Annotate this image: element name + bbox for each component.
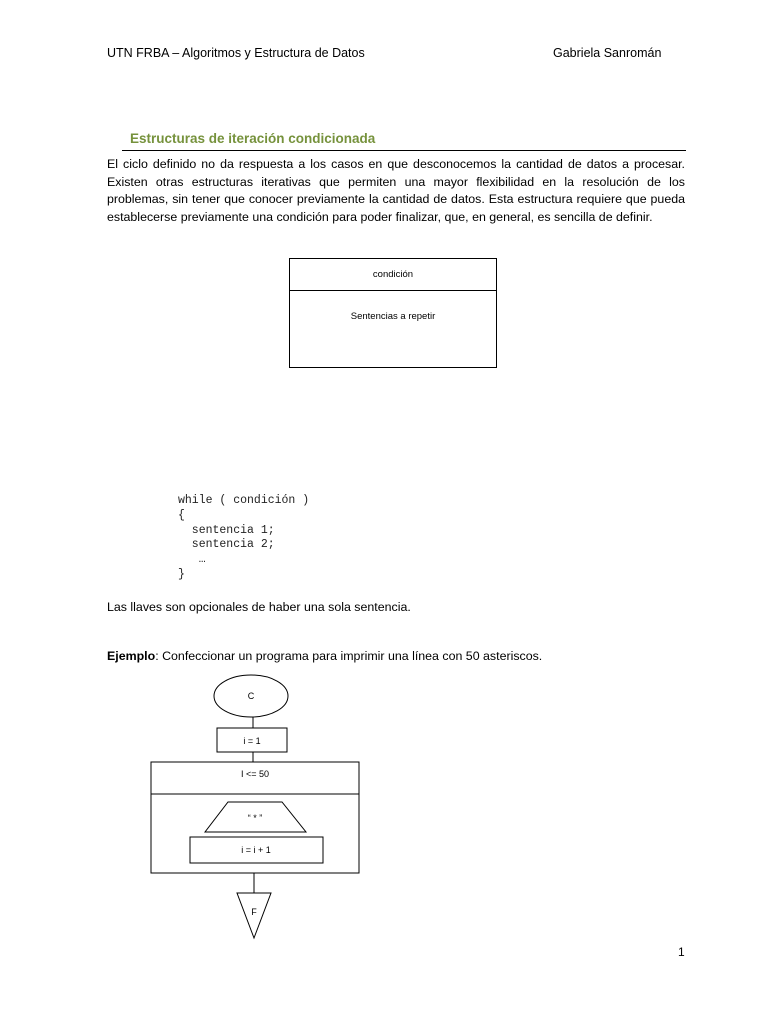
page-number: 1	[678, 945, 685, 959]
code-line: sentencia 2;	[178, 538, 275, 552]
code-line: }	[178, 567, 185, 581]
structure-condition: condición	[290, 259, 496, 291]
start-label: C	[247, 691, 255, 701]
header-left: UTN FRBA – Algoritmos y Estructura de Datos	[107, 46, 365, 60]
code-line: sentencia 1;	[178, 523, 275, 537]
increment-label: i = i + 1	[241, 845, 271, 855]
code-line: while ( condición )	[178, 494, 310, 507]
intro-paragraph: El ciclo definido no da respuesta a los casos en que desconocemos la cantidad de datos a procesar. Existen otras estructuras iterativas que permiten una mayor flexibilidad en la resolución de los problemas, sin tener que conocer previamente la cantidad de datos. Esta estructura requiere que pueda establecerse previamente una condición para poder finalizar, que, en general, es sencilla de definir.	[107, 157, 685, 224]
init-label: i = 1	[243, 736, 261, 746]
structure-body: Sentencias a repetir	[350, 311, 436, 322]
braces-note: Las llaves son opcionales de haber una sola sentencia.	[107, 600, 411, 614]
header-right: Gabriela Sanromán	[553, 46, 662, 60]
end-label: F	[251, 907, 257, 917]
code-line: …	[178, 553, 206, 567]
output-label: “ * ”	[247, 813, 263, 823]
example-text: : Confeccionar un programa para imprimir una línea con 50 asteriscos.	[155, 649, 543, 663]
code-line: {	[178, 508, 185, 522]
example-label: Ejemplo	[107, 649, 156, 663]
section-title: Estructuras de iteración condicionada	[130, 131, 376, 146]
loop-condition-label: I <= 50	[240, 769, 270, 779]
